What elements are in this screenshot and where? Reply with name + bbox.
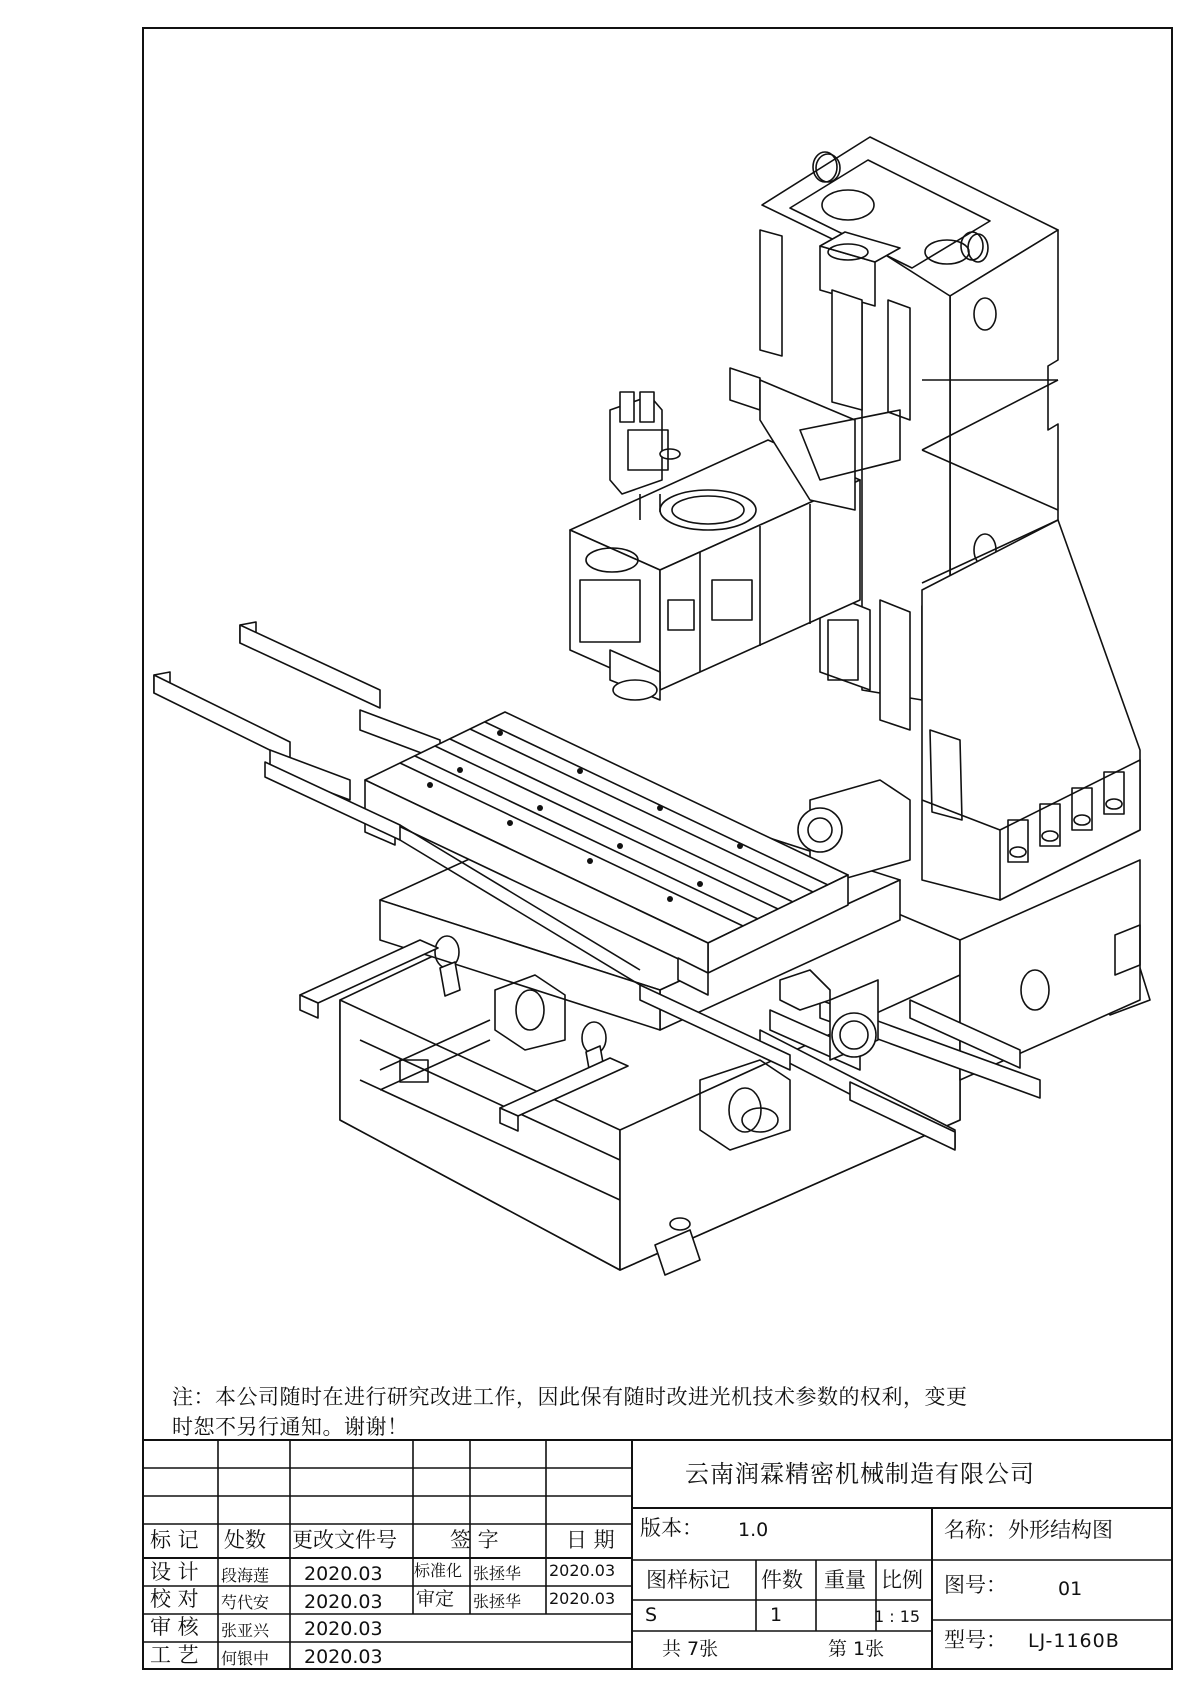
model-value: LJ-1160B [1028, 1630, 1120, 1652]
drawing-no-label: 图号： [944, 1573, 1007, 1597]
machine-illustration [154, 137, 1150, 1275]
check-date: 2020.03 [304, 1591, 383, 1613]
approve-name: 张拯华 [473, 1592, 522, 1611]
name-value: 外形结构图 [1008, 1518, 1113, 1542]
notice-line-1: 注：本公司随时在进行研究改进工作，因此保有随时改进光机技术参数的权利，变更 [172, 1385, 968, 1409]
drawing-no-value: 01 [1058, 1578, 1083, 1600]
process-name: 何银中 [221, 1649, 270, 1668]
process-label: 工 艺 [150, 1643, 199, 1667]
model-label: 型号： [944, 1628, 1007, 1652]
attr-count-value: 1 [770, 1604, 783, 1626]
approve-date: 2020.03 [549, 1589, 616, 1608]
design-name: 段海莲 [221, 1566, 270, 1585]
header-change-doc: 更改文件号 [292, 1528, 397, 1552]
review-label: 审 核 [150, 1615, 199, 1639]
attr-header-mark: 图样标记 [646, 1568, 730, 1592]
revision-notice [172, 1382, 1162, 1442]
version-value: 1.0 [738, 1519, 769, 1541]
approve-label: 审定 [416, 1588, 455, 1610]
design-date: 2020.03 [304, 1563, 383, 1585]
review-name: 张亚兴 [221, 1621, 270, 1640]
standard-date: 2020.03 [549, 1561, 616, 1580]
check-name: 芍代安 [221, 1593, 270, 1612]
attr-header-scale: 比例 [881, 1568, 923, 1592]
sheet-current: 第 1张 [828, 1638, 885, 1660]
sheet-total: 共 7张 [662, 1638, 719, 1660]
header-date: 日 期 [566, 1528, 615, 1552]
header-signature: 签 字 [450, 1528, 499, 1552]
check-label: 校 对 [150, 1587, 199, 1611]
review-date: 2020.03 [304, 1618, 383, 1640]
attr-header-count: 件数 [761, 1568, 803, 1592]
header-count: 处数 [224, 1528, 266, 1552]
standard-name: 张拯华 [473, 1564, 522, 1583]
standard-label: 标准化 [414, 1561, 463, 1580]
process-date: 2020.03 [304, 1646, 383, 1668]
notice-line-2: 时恕不另行通知。谢谢！ [172, 1415, 409, 1439]
name-label: 名称： [944, 1518, 1007, 1542]
attr-header-weight: 重量 [824, 1568, 866, 1592]
attr-mark-value: S [645, 1604, 658, 1626]
attr-scale-value: 1 : 15 [874, 1607, 921, 1626]
header-mark: 标 记 [150, 1528, 199, 1552]
design-label: 设 计 [150, 1560, 199, 1584]
company-name: 云南润霖精密机械制造有限公司 [685, 1460, 1035, 1488]
version-label: 版本： [640, 1516, 703, 1540]
